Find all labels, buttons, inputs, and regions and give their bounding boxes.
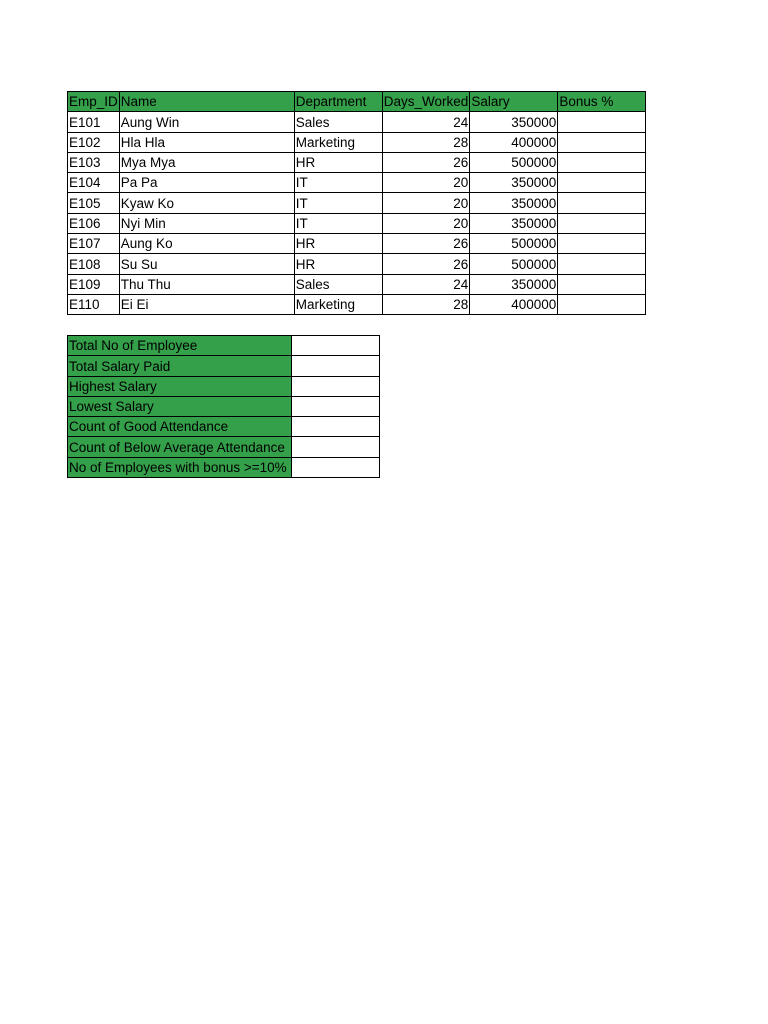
cell-department[interactable]: Sales (294, 274, 382, 294)
cell-emp-id[interactable]: E102 (68, 132, 120, 152)
employee-table (67, 91, 646, 315)
column-header-salary[interactable]: Salary (470, 92, 558, 112)
cell-days-worked[interactable]: 20 (382, 193, 470, 213)
cell-name[interactable]: Nyi Min (119, 213, 294, 233)
cell-bonus[interactable] (558, 112, 646, 132)
cell-bonus[interactable] (558, 152, 646, 172)
summary-row (68, 336, 380, 356)
cell-bonus[interactable] (558, 193, 646, 213)
summary-value[interactable] (292, 396, 380, 416)
cell-department[interactable]: IT (294, 193, 382, 213)
cell-emp-id[interactable]: E106 (68, 213, 120, 233)
cell-name[interactable]: Ei Ei (119, 294, 294, 314)
summary-label[interactable]: Count of Good Attendance (68, 417, 292, 437)
cell-emp-id[interactable]: E104 (68, 173, 120, 193)
cell-name[interactable]: Mya Mya (119, 152, 294, 172)
cell-salary[interactable]: 500000 (470, 152, 558, 172)
summary-label[interactable]: Lowest Salary (68, 396, 292, 416)
summary-row (68, 376, 380, 396)
cell-emp-id[interactable]: E108 (68, 254, 120, 274)
cell-salary[interactable]: 350000 (470, 173, 558, 193)
cell-name[interactable]: Pa Pa (119, 173, 294, 193)
column-header-days-worked[interactable]: Days_Worked (382, 92, 470, 112)
table-row (68, 112, 646, 132)
summary-value[interactable] (292, 437, 380, 457)
cell-bonus[interactable] (558, 254, 646, 274)
cell-salary[interactable]: 500000 (470, 234, 558, 254)
summary-value[interactable] (292, 356, 380, 376)
cell-department[interactable]: IT (294, 173, 382, 193)
table-row (68, 213, 646, 233)
cell-salary[interactable]: 500000 (470, 254, 558, 274)
cell-department[interactable]: HR (294, 152, 382, 172)
cell-department[interactable]: Sales (294, 112, 382, 132)
cell-emp-id[interactable]: E101 (68, 112, 120, 132)
cell-department[interactable]: Marketing (294, 132, 382, 152)
cell-days-worked[interactable]: 24 (382, 112, 470, 132)
table-row (68, 234, 646, 254)
summary-row (68, 417, 380, 437)
employee-table-body (68, 92, 646, 315)
cell-name[interactable]: Thu Thu (119, 274, 294, 294)
summary-row (68, 396, 380, 416)
cell-emp-id[interactable]: E103 (68, 152, 120, 172)
cell-salary[interactable]: 350000 (470, 274, 558, 294)
cell-days-worked[interactable]: 20 (382, 173, 470, 193)
cell-emp-id[interactable]: E107 (68, 234, 120, 254)
column-header-department[interactable]: Department (294, 92, 382, 112)
summary-row (68, 437, 380, 457)
table-row (68, 274, 646, 294)
summary-value[interactable] (292, 457, 380, 477)
cell-days-worked[interactable]: 28 (382, 294, 470, 314)
table-row (68, 152, 646, 172)
cell-bonus[interactable] (558, 294, 646, 314)
cell-name[interactable]: Aung Ko (119, 234, 294, 254)
cell-emp-id[interactable]: E109 (68, 274, 120, 294)
cell-salary[interactable]: 400000 (470, 294, 558, 314)
summary-label[interactable]: Total Salary Paid (68, 356, 292, 376)
summary-label[interactable]: Count of Below Average Attendance (68, 437, 292, 457)
summary-row (68, 356, 380, 376)
summary-label[interactable]: No of Employees with bonus >=10% (68, 457, 292, 477)
summary-table (67, 335, 380, 478)
table-row (68, 193, 646, 213)
cell-department[interactable]: IT (294, 213, 382, 233)
table-row (68, 294, 646, 314)
cell-days-worked[interactable]: 26 (382, 152, 470, 172)
cell-department[interactable]: Marketing (294, 294, 382, 314)
cell-department[interactable]: HR (294, 234, 382, 254)
summary-value[interactable] (292, 376, 380, 396)
table-row (68, 254, 646, 274)
cell-bonus[interactable] (558, 213, 646, 233)
summary-value[interactable] (292, 417, 380, 437)
table-row (68, 173, 646, 193)
cell-days-worked[interactable]: 28 (382, 132, 470, 152)
summary-row (68, 457, 380, 477)
cell-bonus[interactable] (558, 274, 646, 294)
cell-name[interactable]: Hla Hla (119, 132, 294, 152)
cell-name[interactable]: Aung Win (119, 112, 294, 132)
cell-salary[interactable]: 350000 (470, 193, 558, 213)
summary-label[interactable]: Highest Salary (68, 376, 292, 396)
column-header-name[interactable]: Name (119, 92, 294, 112)
cell-name[interactable]: Kyaw Ko (119, 193, 294, 213)
cell-days-worked[interactable]: 26 (382, 234, 470, 254)
cell-salary[interactable]: 400000 (470, 132, 558, 152)
column-header-bonus[interactable]: Bonus % (558, 92, 646, 112)
cell-emp-id[interactable]: E105 (68, 193, 120, 213)
summary-table-body (68, 336, 380, 478)
cell-emp-id[interactable]: E110 (68, 294, 120, 314)
cell-bonus[interactable] (558, 173, 646, 193)
header-row (68, 92, 646, 112)
cell-salary[interactable]: 350000 (470, 213, 558, 233)
cell-bonus[interactable] (558, 132, 646, 152)
column-header-emp-id[interactable]: Emp_ID (68, 92, 120, 112)
summary-label[interactable]: Total No of Employee (68, 336, 292, 356)
table-row (68, 132, 646, 152)
cell-days-worked[interactable]: 20 (382, 213, 470, 233)
cell-days-worked[interactable]: 26 (382, 254, 470, 274)
cell-department[interactable]: HR (294, 254, 382, 274)
cell-days-worked[interactable]: 24 (382, 274, 470, 294)
cell-bonus[interactable] (558, 234, 646, 254)
cell-name[interactable]: Su Su (119, 254, 294, 274)
cell-salary[interactable]: 350000 (470, 112, 558, 132)
summary-value[interactable] (292, 336, 380, 356)
